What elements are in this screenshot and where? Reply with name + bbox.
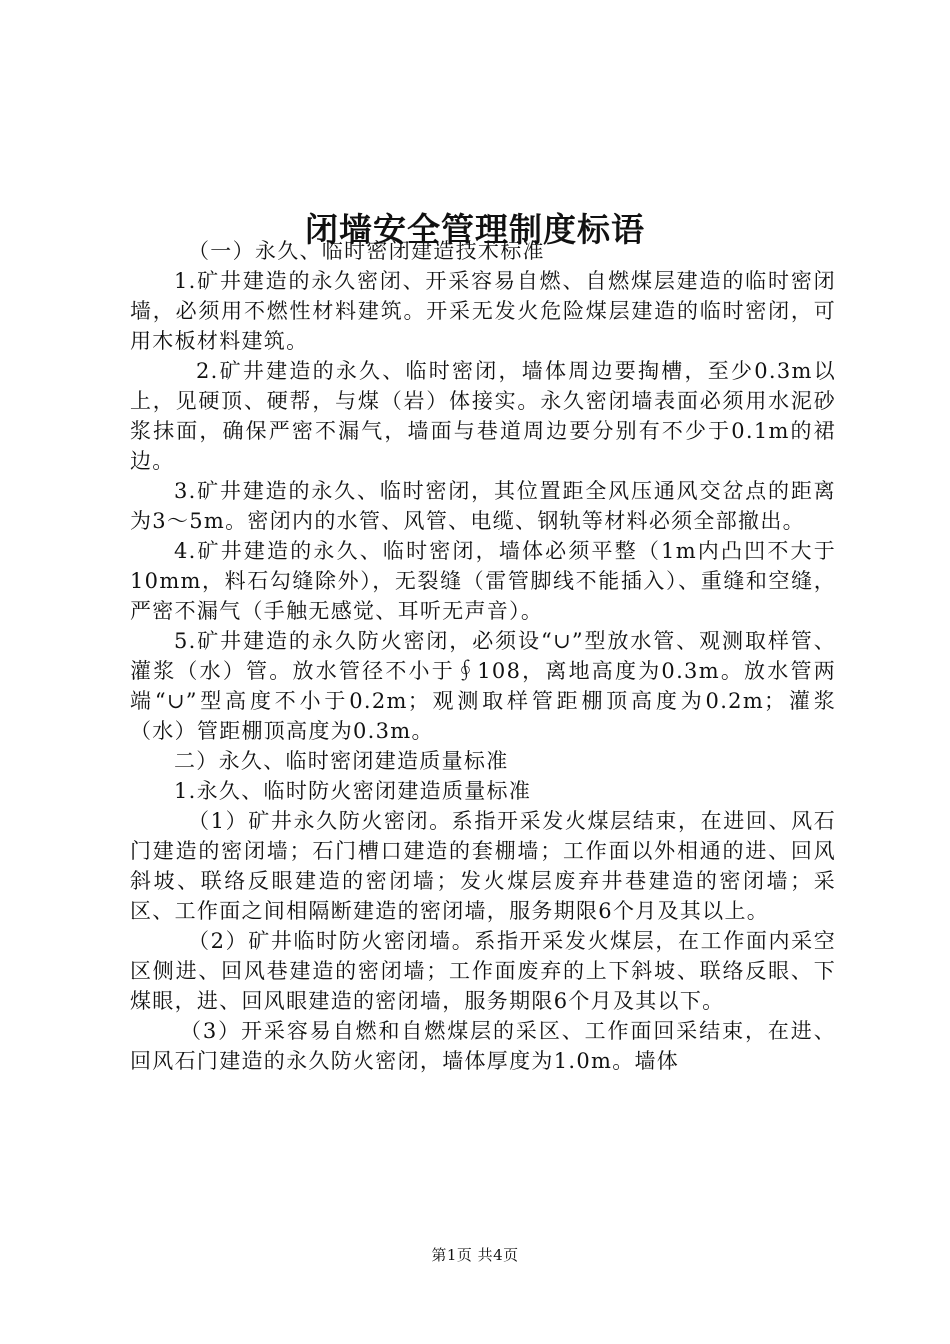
page-number: 第1页 共4页 <box>431 1246 519 1264</box>
page-title: 闭墙安全管理制度标语 <box>305 210 645 250</box>
paragraph-sub-1: （1）矿井永久防火密闭。系指开采发火煤层结束，在进回、风石门建造的密闭墙；石门槽口建造的套棚墙；工作面以外相通的进、回风斜坡、联络反眼建造的密闭墙；发火煤层废弃井巷建造的密闭墙；采区、工作面之间相隔断建造的密闭墙，服务期限6个月及其以上。 <box>130 809 836 923</box>
paragraph-item-2: 2.矿井建造的永久、临时密闭，墙体周边要掏槽，至少0.3m以上，见硬顶、硬帮，与煤（岩）体接实。永久密闭墙表面必须用水泥砂浆抹面，确保严密不漏气，墙面与巷道周边要分别有不少于0.1m的裙边。 <box>130 359 836 473</box>
paragraph-item-4: 4.矿井建造的永久、临时密闭，墙体必须平整（1m内凸凹不大于10mm，料石勾缝除外），无裂缝（雷管脚线不能插入）、重缝和空缝，严密不漏气（手触无感觉、耳听无声音）。 <box>130 539 836 623</box>
subsection-heading-1: 1.永久、临时防火密闭建造质量标准 <box>174 779 532 803</box>
paragraph-sub-2: （2）矿井临时防火密闭墙。系指开采发火煤层，在工作面内采空区侧进、回风巷建造的密闭墙；工作面废弃的上下斜坡、联络反眼、下煤眼，进、回风眼建造的密闭墙，服务期限6个月及其以下。 <box>130 929 836 1013</box>
document-body <box>130 236 836 1076</box>
paragraph-item-1: 1.矿井建造的永久密闭、开采容易自燃、自燃煤层建造的临时密闭墙，必须用不燃性材料建筑。开采无发火危险煤层建造的临时密闭，可用木板材料建筑。 <box>130 269 836 353</box>
paragraph-item-5: 5.矿井建造的永久防火密闭，必须设“∪”型放水管、观测取样管、灌浆（水）管。放水管径不小于∮108，离地高度为0.3m。放水管两端“∪”型高度不小于0.2m；观测取样管距棚顶高度为0.2m；灌浆（水）管距棚顶高度为0.3m。 <box>130 629 836 743</box>
section-heading-2: 二）永久、临时密闭建造质量标准 <box>174 749 509 773</box>
paragraph-item-3: 3.矿井建造的永久、临时密闭，其位置距全风压通风交岔点的距离为3～5m。密闭内的水管、风管、电缆、钢轨等材料必须全部撤出。 <box>130 479 836 533</box>
section-heading-1: （一）永久、临时密闭建造技术标准 <box>188 239 545 263</box>
paragraph-sub-3: （3）开采容易自燃和自燃煤层的采区、工作面回采结束，在进、回风石门建造的永久防火密闭，墙体厚度为1.0m。墙体 <box>130 1019 836 1073</box>
